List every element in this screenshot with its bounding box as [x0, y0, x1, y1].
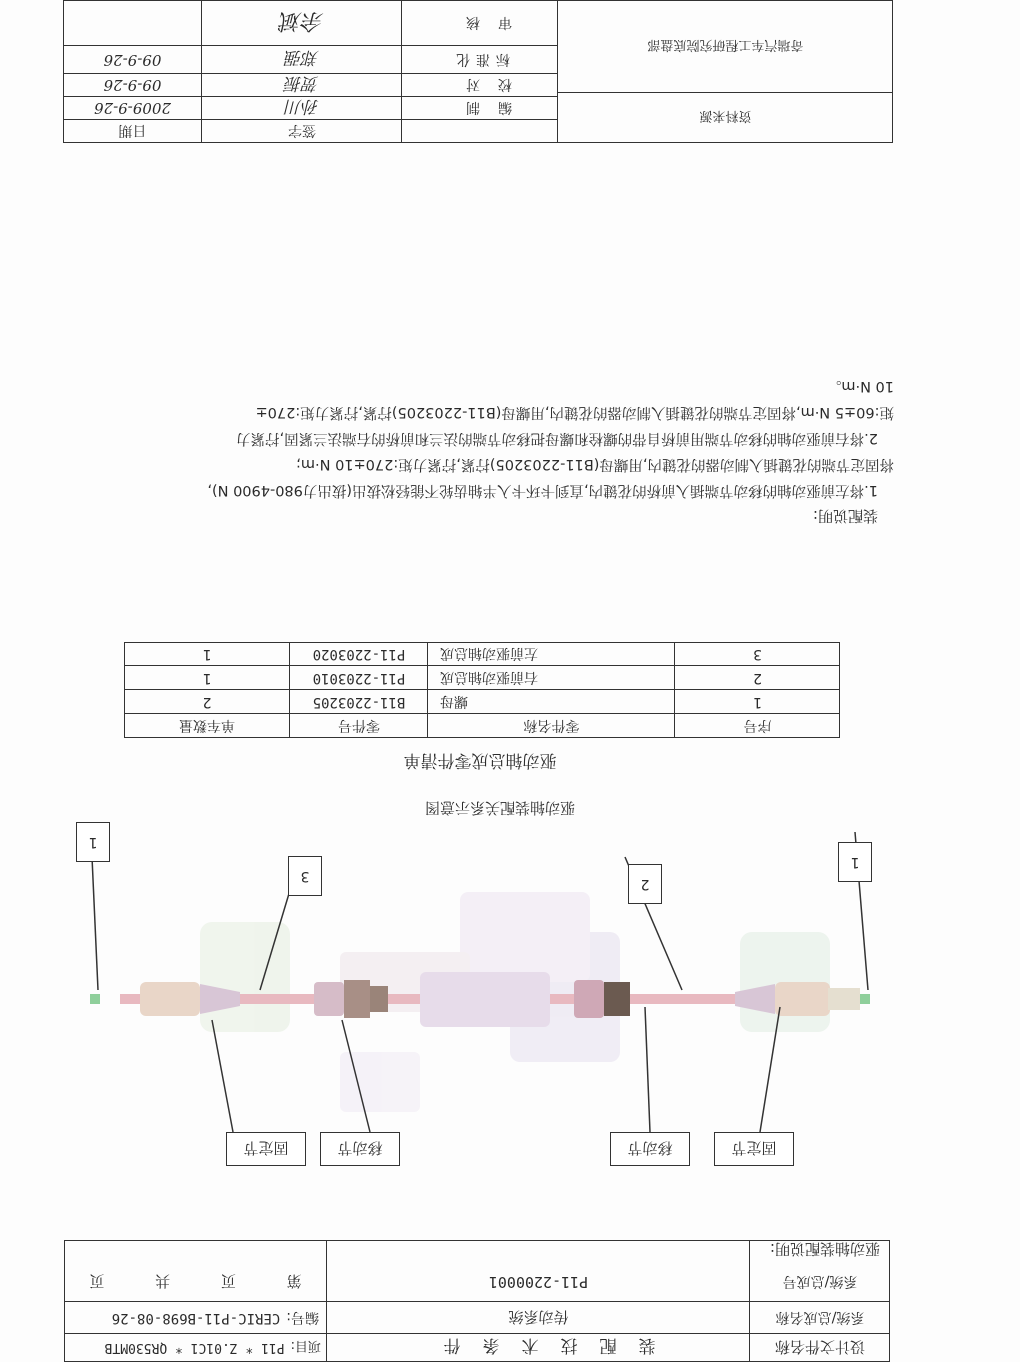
callout-fixed-joint-right: 固定节	[226, 1132, 306, 1166]
signature-standardization: 郑强	[285, 47, 319, 68]
part-number-1-left: 1	[838, 842, 872, 882]
col-header-part-name: 零件名称	[523, 717, 580, 733]
center-housing	[420, 972, 550, 1027]
date-standardization: 09-9-26	[103, 51, 162, 69]
col-header-index: 序号	[743, 717, 772, 733]
table-cell: 2	[202, 694, 212, 710]
project-label: 项目:	[290, 1338, 321, 1354]
instruction-line: 1.将左前驱动轴的移动节端插入前桥的花键内,直到卡环卡入半轴齿轮不能轻松拔出(拔出力980-4900 N),	[207, 482, 878, 498]
instruction-line: 矩:60±5 N·m,将固定节端的花键插入制动器的花键内,用螺母(B11-2203205)拧紧,拧紧力矩:270±	[255, 404, 894, 420]
system-name-value: 传动系统	[508, 1308, 569, 1327]
code-label: 编号:	[286, 1309, 319, 1325]
project-value: P11 * Z.01C1 * QR530MTB	[104, 1340, 285, 1356]
date-header: 日期	[118, 122, 147, 139]
table-cell: 2	[753, 670, 762, 686]
part-number-2: 2	[628, 864, 662, 904]
sign-header: 签字	[288, 122, 316, 139]
table-cell: B11-2203205	[312, 694, 406, 710]
role-standardization: 标准化	[450, 51, 510, 67]
date-author: 2009-9-26	[94, 99, 171, 118]
system-no-value: P11-2200001	[488, 1273, 589, 1291]
instructions-title: 装配说明:	[812, 507, 878, 525]
table-cell: 左前驱动轴总成	[440, 645, 538, 661]
diagram-caption: 驱动轴装配关系示意图	[425, 799, 576, 817]
role-header	[402, 120, 558, 143]
callout-fixed-joint-left: 固定节	[714, 1132, 794, 1166]
signature-checker: 贺振	[285, 73, 319, 93]
part-number-3: 3	[288, 856, 322, 896]
table-cell: 1	[753, 694, 762, 710]
archive-label: 资料来源	[699, 108, 752, 124]
col-header-quantity: 单车数量	[179, 717, 235, 733]
table-cell: P11-2203020	[312, 646, 406, 662]
instruction-line: 2.将右前驱动轴的移动节端用前桥自带的螺栓和螺母把移动节端的法兰和前桥的右端法兰紧固,拧紧力	[236, 430, 878, 446]
signature-approver: 余斌	[280, 8, 325, 34]
table-cell: 3	[753, 646, 762, 662]
diagram-section-title: 驱动轴装配说明:	[769, 1240, 880, 1258]
page-ye1: 页	[220, 1272, 236, 1291]
table-cell: 1	[202, 646, 212, 662]
company-name: 奇瑞汽车工程研究院底盘部	[647, 37, 804, 52]
signature-author: 孙川	[285, 96, 319, 116]
left-end-cap	[860, 994, 870, 1004]
right-end-cap	[90, 994, 100, 1004]
page-gong: 共	[155, 1272, 171, 1291]
role-author: 编制	[448, 99, 512, 116]
parts-table-title: 驱动轴总成零件清单	[403, 750, 557, 770]
instruction-line: 10 N·m。	[826, 378, 894, 394]
role-checker: 校对	[448, 76, 512, 93]
callout-moving-joint-right: 移动节	[320, 1132, 400, 1166]
page-di: 第	[286, 1272, 302, 1291]
table-cell: 螺母	[440, 693, 468, 709]
left-moving-joint	[574, 980, 630, 1018]
role-approver: 审核	[448, 14, 512, 30]
part-number-1-right: 1	[76, 822, 110, 862]
doc-class-label: 设计文件名称	[775, 1338, 866, 1357]
system-name-label: 系统/总成名称	[775, 1309, 865, 1325]
col-header-part-number: 零件号	[338, 717, 380, 733]
system-no-label: 系统/总成号	[782, 1273, 858, 1289]
date-approver	[63, 0, 202, 46]
table-cell: 1	[202, 670, 212, 686]
doc-title: 装配技术条件	[421, 1335, 656, 1356]
page-ye2: 页	[89, 1272, 105, 1291]
table-cell: P11-2203010	[312, 670, 406, 686]
date-checker: 09-9-26	[103, 76, 162, 95]
instruction-line: 将固定节端的花键插入制动器的花键内,用螺母(B11-2203205)拧紧,拧紧力矩:270±10 N·m;	[296, 456, 894, 472]
table-cell: 右前驱动轴总成	[440, 669, 538, 685]
code-value: CERIC-P11-B698-08-26	[111, 1310, 281, 1326]
callout-moving-joint-left: 移动节	[610, 1132, 690, 1166]
